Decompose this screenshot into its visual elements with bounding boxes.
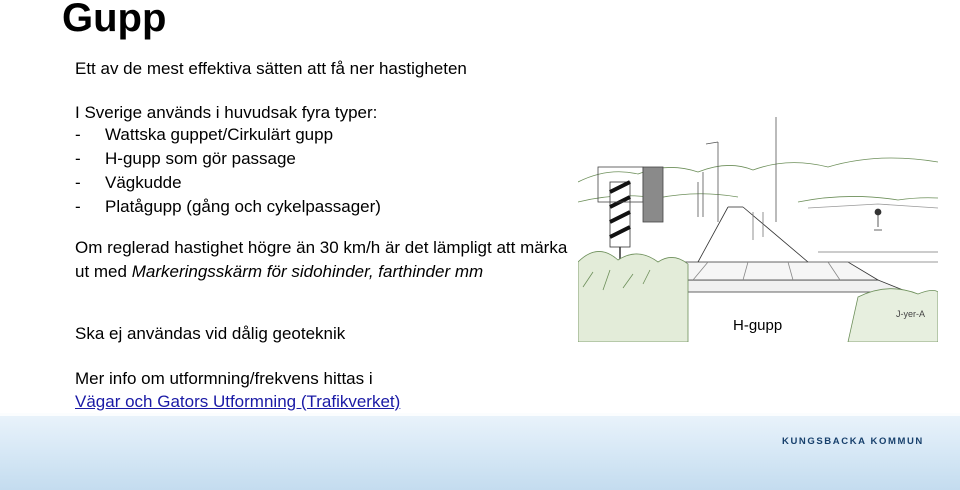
- geotech-text: Ska ej användas vid dålig geoteknik: [75, 324, 346, 343]
- types-heading: I Sverige används i huvudsak fyra typer:: [75, 103, 378, 122]
- more-info-text: Mer info om utformning/frekvens hittas i: [75, 369, 373, 388]
- trafikverket-link[interactable]: Vägar och Gators Utformning (Trafikverket): [75, 392, 401, 411]
- intro-text: Ett av de mest effektiva sätten att få ner hastigheten: [75, 59, 467, 78]
- list-dash: -: [75, 173, 81, 192]
- type-label: Wattska guppet/Cirkulärt gupp: [105, 125, 334, 144]
- list-item: [75, 171, 381, 195]
- type-label: Vägkudde: [105, 173, 182, 192]
- list-dash: -: [75, 149, 81, 168]
- h-gupp-sketch-image: [578, 112, 938, 342]
- type-label: H-gupp som gör passage: [105, 149, 296, 168]
- list-item: [75, 123, 381, 147]
- list-dash: -: [75, 125, 81, 144]
- regulated-speed-text: [75, 236, 575, 284]
- list-dash: -: [75, 197, 81, 216]
- types-list: [75, 123, 381, 219]
- image-caption: H-gupp: [733, 317, 783, 334]
- regulated-text: Om reglerad hastighet högre än 30 km/h är det lämpligt att märka ut med: [75, 238, 568, 281]
- list-item: [75, 147, 381, 171]
- type-label: Platågupp (gång och cykelpassager): [105, 197, 381, 216]
- brand-logo-text: KUNGSBACKA KOMMUN: [782, 436, 924, 447]
- footer-band: [0, 413, 960, 490]
- slide-title: Gupp: [62, 0, 167, 40]
- list-item: [75, 195, 381, 219]
- sketch-signature: J-yer-A: [896, 309, 925, 319]
- regulated-italic-text: Markeringsskärm för sidohinder, farthinder mm: [131, 262, 484, 281]
- footer-divider: [0, 413, 960, 416]
